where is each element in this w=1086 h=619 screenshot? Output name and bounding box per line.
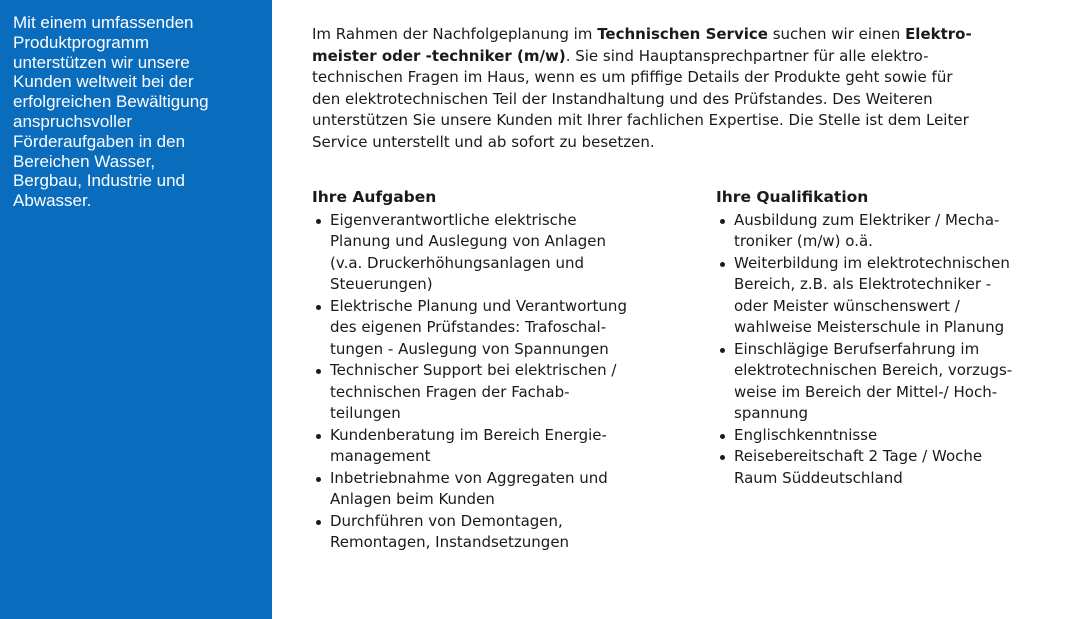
- task-item: [312, 511, 692, 554]
- tasks-list: [312, 210, 692, 554]
- task-item: [312, 360, 692, 425]
- qualification-item-line: Bereich, z.B. als Elektrotechniker -: [734, 275, 992, 293]
- intro-line: Im Rahmen der Nachfolgeplanung im Technischen Service suchen wir einen Elektro-: [312, 25, 972, 43]
- tasks-column: [312, 187, 692, 554]
- task-item-line: tungen - Auslegung von Spannungen: [330, 339, 609, 358]
- qualification-item: [716, 425, 1072, 447]
- qualification-item-line: Englischkenntnisse: [734, 425, 878, 444]
- company-description: Mit einem umfassenden Produktprogramm unterstützen wir unsere Kunden weltweit bei der erfolgreichen Bewältigung anspruchsvoller Förderaufgaben in den Bereichen Wasser, Bergbau, Industrie und Abwasser.: [13, 13, 209, 211]
- department-name: Technischen Service: [597, 25, 768, 43]
- qualification-item: [716, 446, 1072, 489]
- qualifications-column: [716, 187, 1072, 489]
- task-item-line: Kundenberatung im Bereich Energie-: [330, 425, 607, 444]
- task-item-line: (v.a. Druckerhöhungsanlagen und: [330, 253, 584, 272]
- task-item-line: Eigenverantwortliche elektrische: [330, 210, 577, 229]
- task-item-line: Inbetriebnahme von Aggregaten und: [330, 468, 608, 487]
- task-item-line: Durchführen von Demontagen,: [330, 511, 563, 530]
- task-item: [312, 296, 692, 361]
- intro-line: den elektrotechnischen Teil der Instandhaltung und des Prüfstandes. Des Weiteren: [312, 89, 933, 108]
- company-sidebar: [0, 0, 272, 619]
- qualification-item-line: spannung: [734, 404, 809, 422]
- task-item-line: Elektrische Planung und Verantwortung: [330, 296, 627, 315]
- qualification-item: [716, 253, 1072, 339]
- requirements-section: [312, 187, 1072, 607]
- intro-line: Service unterstellt und ab sofort zu besetzen.: [312, 132, 655, 151]
- task-item-line: Technischer Support bei elektrischen /: [330, 361, 617, 379]
- intro-line: technischen Fragen im Haus, wenn es um pfiffige Details der Produkte geht sowie für: [312, 68, 953, 86]
- task-item-line: Remontagen, Instandsetzungen: [330, 533, 570, 551]
- task-item-line: Steuerungen): [330, 275, 433, 293]
- qualification-item-line: weise im Bereich der Mittel-/ Hoch-: [734, 382, 998, 401]
- qualification-item: [716, 339, 1072, 425]
- task-item-line: management: [330, 447, 431, 465]
- task-item: [312, 468, 692, 511]
- job-description: [312, 24, 1072, 607]
- qualification-item-line: Ausbildung zum Elektriker / Mecha-: [734, 210, 1000, 229]
- qualification-item-line: Raum Süddeutschland: [734, 468, 903, 487]
- job-title-part: meister oder -techniker (m/w): [312, 46, 566, 65]
- task-item-line: technischen Fragen der Fachab-: [330, 382, 570, 401]
- qualification-item-line: Einschlägige Berufserfahrung im: [734, 339, 980, 358]
- task-item-line: Anlagen beim Kunden: [330, 490, 495, 508]
- qualification-item-line: wahlweise Meisterschule in Planung: [734, 318, 1005, 336]
- task-item: [312, 210, 692, 296]
- qualification-item-line: oder Meister wünschenswert /: [734, 296, 960, 315]
- qualifications-list: [716, 210, 1072, 490]
- task-item-line: Planung und Auslegung von Anlagen: [330, 232, 607, 250]
- task-item: [312, 425, 692, 468]
- qualification-item-line: troniker (m/w) o.ä.: [734, 232, 873, 250]
- qualification-item-line: Weiterbildung im elektrotechnischen: [734, 253, 1010, 272]
- job-title-part: Elektro-: [905, 25, 972, 43]
- qualifications-heading: Ihre Qualifikation: [716, 188, 869, 206]
- intro-line: meister oder -techniker (m/w). Sie sind Hauptansprechpartner für alle elektro-: [312, 46, 929, 65]
- task-item-line: teilungen: [330, 404, 401, 422]
- qualification-item-line: elektrotechnischen Bereich, vorzugs-: [734, 361, 1013, 379]
- qualification-item-line: Reisebereitschaft 2 Tage / Woche: [734, 447, 983, 465]
- intro-line: unterstützen Sie unsere Kunden mit Ihrer fachlichen Expertise. Die Stelle ist dem Leiter: [312, 111, 969, 129]
- qualification-item: [716, 210, 1072, 253]
- intro-paragraph: [312, 24, 1072, 153]
- task-item-line: des eigenen Prüfstandes: Trafoschal-: [330, 318, 607, 336]
- tasks-heading: Ihre Aufgaben: [312, 188, 437, 206]
